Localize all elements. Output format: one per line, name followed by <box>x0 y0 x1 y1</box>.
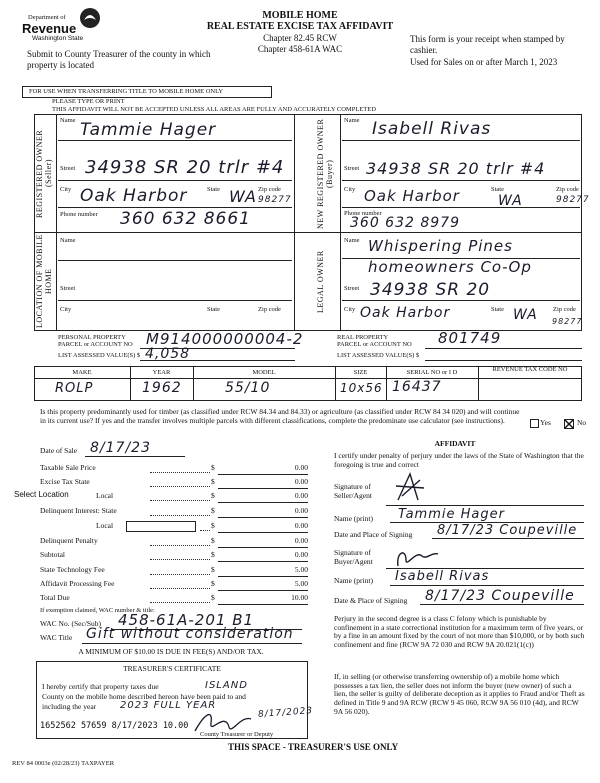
legal-state[interactable]: WA <box>513 307 538 323</box>
seller-date-label: Date and Place of Signing <box>334 530 413 539</box>
legal-zip-label: Zip code <box>553 306 576 313</box>
form-title-1: MOBILE HOME <box>262 10 338 21</box>
tax-row-label: State Technology Fee <box>40 565 105 574</box>
wac-no-label: WAC No. (Sec/Sub) <box>40 619 102 628</box>
seller-signature-icon <box>390 470 430 506</box>
seller-city-line <box>58 207 292 208</box>
dollar-sign: $ <box>211 463 215 472</box>
buyer-print-label: Name (print) <box>334 576 373 585</box>
seller-signature-line <box>386 505 584 506</box>
tax-row-amount[interactable]: 0.00 <box>294 506 308 515</box>
buyer-city[interactable]: Oak Harbor <box>364 187 460 205</box>
tax-row-label: Affidavit Processing Fee <box>40 579 115 588</box>
tax-row-label: Taxable Sale Price <box>40 463 96 472</box>
seller-city-label: City <box>60 186 72 193</box>
col-model-header: MODEL <box>252 369 276 376</box>
buyer-signature-label: Signature of Buyer/Agent <box>334 548 373 566</box>
tax-row-leader <box>200 530 210 531</box>
legal-city-label: City <box>344 306 356 313</box>
tax-row-label: Subtotal <box>40 550 66 559</box>
tax-row-amount[interactable]: 0.00 <box>294 536 308 545</box>
seller-name-label: Name <box>60 117 76 124</box>
mobile-home-lien-note: If, in selling (or otherwise transferring ownership of) a mobile home which possesses a tax lien, the seller does not inform the buyer (new owner) of such a lien, the seller is guilty of deliberate deception as it applies to Fraud and/or Theft as defined in Title 9 and 9A RCW (RCW 9 45 060, RCW 9A 56 010 (4d), and RCW 9A 56 020). <box>334 672 585 716</box>
location-name-line <box>58 260 292 261</box>
dor-logo-icon <box>78 6 102 30</box>
seller-street-line <box>58 180 292 181</box>
buyer-name[interactable]: Isabell Rivas <box>372 119 492 139</box>
form-title-2: REAL ESTATE EXCISE TAX AFFIDAVIT <box>206 21 394 32</box>
affidavit-certify: I certify under penalty of perjury under the laws of the State of Washington that the foregoing is true and correct <box>334 451 584 469</box>
buyer-date-place[interactable]: 8/17/23 Coupeville <box>425 588 575 604</box>
seller-name-line <box>58 140 292 141</box>
treasurer-line1: I hereby certify that property taxes due <box>42 682 159 691</box>
buyer-street-line <box>342 180 580 181</box>
pp-label-1: PERSONAL PROPERTY <box>58 334 126 341</box>
location-city-label: City <box>60 306 72 313</box>
wac-title-line <box>82 643 302 644</box>
minimum-note: A MINIMUM OF $10.00 IS DUE IN FEE(S) AND/OR TAX. <box>78 647 264 656</box>
tax-row-amount[interactable]: 0.00 <box>294 491 308 500</box>
tax-row-amount[interactable]: 0.00 <box>294 463 308 472</box>
tax-row-amount[interactable]: 0.00 <box>294 550 308 559</box>
buyer-city-line <box>342 207 580 208</box>
col-serial-header: SERIAL NO or I D <box>406 369 458 376</box>
tax-row-leader <box>150 472 210 473</box>
buyer-divider <box>340 114 341 331</box>
rp-assessed-label: LIST ASSESSED VALUE(S) $ <box>337 352 420 359</box>
seller-street-label: Street <box>60 165 76 172</box>
tax-row-leader <box>150 559 210 560</box>
model-cell[interactable]: 55/10 <box>225 380 271 396</box>
dollar-sign: $ <box>211 477 215 486</box>
tax-row-line <box>218 590 308 591</box>
size-cell[interactable]: 10x56 <box>340 381 383 395</box>
buyer-name-label: Name <box>344 117 360 124</box>
rp-label-1: REAL PROPERTY <box>337 334 389 341</box>
location-zip-label: Zip code <box>258 306 281 313</box>
seller-date-line <box>432 538 584 539</box>
date-of-sale-line <box>85 456 185 457</box>
location-street-label: Street <box>60 285 76 292</box>
legal-zip[interactable]: 98277 <box>552 317 583 326</box>
location-name-label: Name <box>60 237 76 244</box>
tax-row-leader <box>150 486 210 487</box>
seller-state[interactable]: WA <box>229 187 257 206</box>
col-make-header: MAKE <box>72 369 92 376</box>
seller-date-place[interactable]: 8/17/23 Coupeville <box>437 523 578 538</box>
timber-yes-label: Yes <box>540 418 551 427</box>
tax-row-label: Local <box>96 521 114 530</box>
use-note-box <box>22 86 272 98</box>
tax-row-label: Delinquent Penalty <box>40 536 98 545</box>
tax-row-amount[interactable]: 0.00 <box>294 521 308 530</box>
sales-note: Used for Sales on or after March 1, 2023 <box>410 57 558 67</box>
seller-city[interactable]: Oak Harbor <box>80 186 188 206</box>
wac-title-label: WAC Title <box>40 633 73 642</box>
year-cell[interactable]: 1962 <box>142 380 182 396</box>
tax-row-line <box>218 576 308 577</box>
tax-row-amount[interactable]: 10.00 <box>291 593 308 602</box>
chapter-ref-2: Chapter 458-61A WAC <box>257 44 343 54</box>
col-size-header: SIZE <box>353 369 368 376</box>
tax-row-leader <box>150 574 210 575</box>
treasurer-use-only: THIS SPACE - TREASURER'S USE ONLY <box>228 742 399 752</box>
dollar-sign: $ <box>211 579 215 588</box>
wac-title[interactable]: Gift without consideration <box>86 626 294 642</box>
dollar-sign: $ <box>211 506 215 515</box>
seller-zip[interactable]: 98277 <box>258 195 292 205</box>
location-section-label: LOCATION OF MOBILE HOME <box>35 234 53 329</box>
buyer-print-line <box>390 585 584 586</box>
form-number: REV 84 0003e (02/28/23) TAXPAYER <box>12 760 115 767</box>
buyer-date-label: Date & Place of Signing <box>334 596 408 605</box>
exemption-note: If exemption claimed, WAC number & title: <box>40 607 155 614</box>
seller-phone[interactable]: 360 632 8661 <box>120 209 251 229</box>
buyer-street[interactable]: 34938 SR 20 trlr #4 <box>366 159 546 178</box>
dollar-sign: $ <box>211 550 215 559</box>
tax-row-label: Excise Tax State <box>40 477 90 486</box>
tax-row-amount[interactable]: 5.00 <box>294 565 308 574</box>
rp-account[interactable]: 801749 <box>438 329 502 347</box>
tax-row-label: Delinquent Interest: State <box>40 506 117 515</box>
legal-name-line1[interactable]: Whispering Pines <box>368 237 513 255</box>
date-of-sale-label: Date of Sale <box>40 446 78 455</box>
vehicle-header-line <box>34 378 582 379</box>
dollar-sign: $ <box>211 521 215 530</box>
tax-row-line <box>218 561 308 562</box>
make-cell[interactable]: ROLP <box>55 381 94 396</box>
treasurer-signer-label: County Treasurer or Deputy <box>200 731 274 738</box>
tax-row-label: Local <box>96 491 114 500</box>
tax-row-line <box>218 532 308 533</box>
submit-note: Submit to County Treasurer of the county in which property is located <box>27 49 211 70</box>
receipt-stamp: 1652562 57659 8/17/2023 10.00 <box>40 721 189 731</box>
tax-row-line <box>218 502 308 503</box>
buyer-signature-icon <box>392 542 442 570</box>
tax-row-leader <box>150 515 210 516</box>
select-location-button[interactable]: Select Location <box>14 490 69 499</box>
dollar-sign: $ <box>211 565 215 574</box>
grid-divider-h <box>34 232 582 233</box>
timber-question: Is this property predominantly used for timber (as classified under RCW 84.34 and 84.33) or agriculture (as classified under RCW 84 34 020) and will continue in its current use? If yes and the transfer involves multiple parcels with different classifications, complete the predominate use calculator (see instructions). <box>40 407 520 425</box>
tax-row-line <box>218 547 308 548</box>
treasurer-date[interactable]: 8/17/2023 <box>257 706 314 720</box>
legal-street[interactable]: 34938 SR 20 <box>370 280 491 300</box>
buyer-state-label: State <box>491 186 504 193</box>
print-note: PLEASE TYPE OR PRINT <box>52 98 125 105</box>
buyer-zip-label: Zip code <box>556 186 579 193</box>
buyer-phone[interactable]: 360 632 8979 <box>350 215 460 231</box>
chapter-ref-1: Chapter 82.45 RCW <box>263 33 337 43</box>
use-note: FOR USE WHEN TRANSFERRING TITLE TO MOBILE HOME ONLY <box>29 88 224 95</box>
tax-row-line <box>218 474 308 475</box>
owner-grid <box>34 114 582 331</box>
buyer-name-line <box>342 140 580 141</box>
agency-line2: Revenue <box>22 21 77 36</box>
accept-note: THIS AFFIDAVIT WILL NOT BE ACCEPTED UNLESS ALL AREAS ARE FULLY AND ACCURATELY COMPLETED <box>52 106 376 113</box>
dollar-sign: $ <box>211 491 215 500</box>
seller-section-label: REGISTERED OWNER (Seller) <box>35 129 53 218</box>
legal-owner-section-label: LEGAL OWNER <box>316 250 325 313</box>
receipt-note: This form is your receipt when stamped by cashier. <box>410 34 565 55</box>
col-taxcode-header: REVENUE TAX CODE NO <box>492 366 568 373</box>
buyer-zip[interactable]: 98277 <box>556 195 590 205</box>
timber-no-checkbox[interactable] <box>564 419 574 429</box>
legal-street-line <box>342 300 580 301</box>
legal-street-label: Street <box>344 285 360 292</box>
seller-print-name[interactable]: Tammie Hager <box>398 507 505 522</box>
pp-label-2: PARCEL or ACCOUNT NO <box>58 341 133 348</box>
pp-assessed-line <box>140 360 295 361</box>
tax-row-line <box>218 488 308 489</box>
buyer-date-line <box>420 604 584 605</box>
rp-label-2: PARCEL or ACCOUNT NO <box>337 341 412 348</box>
legal-name-label: Name <box>344 237 360 244</box>
buyer-street-label: Street <box>344 165 360 172</box>
treasurer-year[interactable]: 2023 FULL YEAR <box>120 700 217 711</box>
x-mark-icon <box>564 419 574 429</box>
legal-state-label: State <box>491 306 504 313</box>
dollar-sign: $ <box>211 536 215 545</box>
seller-street[interactable]: 34938 SR 20 trlr #4 <box>85 157 285 178</box>
pp-assessed[interactable]: 4,058 <box>145 346 191 362</box>
seller-zip-label: Zip code <box>258 186 281 193</box>
seller-signature-label: Signature of Seller/Agent <box>334 482 372 500</box>
affidavit-title: AFFIDAVIT <box>434 439 476 448</box>
rp-account-line <box>425 348 582 349</box>
serial-cell[interactable]: 16437 <box>392 379 442 395</box>
tax-row-label: Total Due <box>40 593 70 602</box>
legal-city[interactable]: Oak Harbor <box>360 305 451 321</box>
perjury-note: Perjury in the second degree is a class C felony which is punishable by confinement in a state correctional institution for a maximum term of five years, or by a fine in an amount fixed by the court of not more than $10,000, or by both such confinement and fine (RCW 9A 72 030 and RCW 9A 20.021(1(c)) <box>334 614 585 649</box>
timber-yes-checkbox[interactable] <box>530 419 539 428</box>
tax-row-amount[interactable]: 5.00 <box>294 579 308 588</box>
wac-no[interactable]: 458-61A-201 B1 <box>118 611 255 629</box>
tax-row-leader <box>150 545 210 546</box>
legal-name-line2[interactable]: homeowners Co-Op <box>368 258 532 276</box>
agency-line3: Washington State <box>32 35 84 42</box>
location-street-line <box>58 300 292 301</box>
pp-account[interactable]: M914000000004-2 <box>146 330 304 348</box>
agency-line1: Department of <box>28 14 66 21</box>
date-of-sale[interactable]: 8/17/23 <box>90 440 151 456</box>
location-state-label: State <box>207 306 220 313</box>
buyer-city-label: City <box>344 186 356 193</box>
dor-logo <box>20 6 130 42</box>
treasurer-line3: including the year <box>42 702 97 711</box>
seller-print-label: Name (print) <box>334 514 373 523</box>
dollar-sign: $ <box>211 593 215 602</box>
seller-state-label: State <box>207 186 220 193</box>
rp-assessed-line <box>425 360 582 361</box>
pp-assessed-label: LIST ASSESSED VALUE(S) $ <box>58 352 141 359</box>
grid-divider <box>294 114 295 331</box>
tax-row-leader <box>150 500 210 501</box>
seller-name[interactable]: Tammie Hager <box>80 120 217 140</box>
buyer-phone-label: Phone number <box>344 210 382 217</box>
buyer-state[interactable]: WA <box>498 193 523 209</box>
tax-row-line <box>218 604 308 605</box>
tax-row-leader <box>150 602 210 603</box>
tax-row-amount[interactable]: 0.00 <box>294 477 308 486</box>
treasurer-title: TREASURER'S CERTIFICATE <box>123 664 221 673</box>
local-rate-box[interactable] <box>126 521 196 532</box>
tax-row-line <box>218 517 308 518</box>
buyer-print-name[interactable]: Isabell Rivas <box>395 569 490 584</box>
vehicle-col-line <box>478 366 479 401</box>
tax-row-leader <box>150 588 210 589</box>
col-year-header: YEAR <box>152 369 171 376</box>
timber-no-label: No <box>577 418 587 427</box>
seller-phone-label: Phone number <box>60 211 98 218</box>
treasurer-county[interactable]: ISLAND <box>205 680 248 691</box>
treasurer-line2: County on the mobile home described hereon have been paid to and <box>42 692 246 701</box>
buyer-section-label: NEW REGISTERED OWNER (Buyer) <box>316 118 334 229</box>
